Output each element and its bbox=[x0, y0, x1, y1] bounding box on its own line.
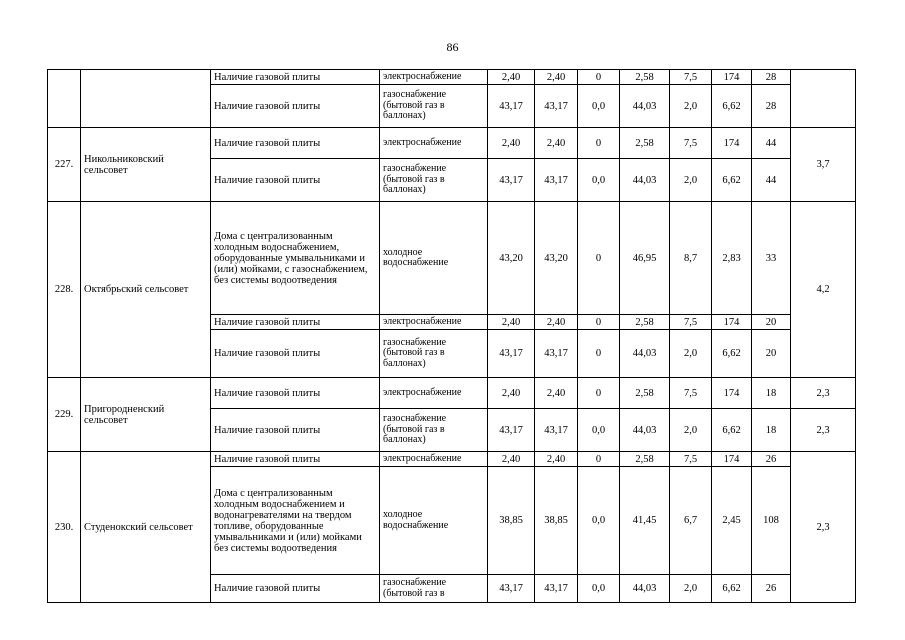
settlement-name: Октябрьский сельсовет bbox=[81, 202, 211, 378]
settlement-name: Студенокский сельсовет bbox=[81, 452, 211, 603]
index-cell: 2,3 bbox=[791, 409, 856, 452]
value-cell: 44,03 bbox=[620, 575, 670, 603]
value-cell: 2,40 bbox=[488, 378, 535, 409]
value-cell: 6,7 bbox=[670, 467, 712, 575]
value-cell: 2,58 bbox=[620, 315, 670, 330]
value-cell: 2,0 bbox=[670, 330, 712, 378]
value-cell: 2,40 bbox=[535, 378, 578, 409]
index-cell: 3,7 bbox=[791, 128, 856, 202]
value-cell: 7,5 bbox=[670, 128, 712, 159]
value-cell: 174 bbox=[712, 452, 752, 467]
value-cell: 44,03 bbox=[620, 159, 670, 202]
table-row bbox=[48, 70, 856, 85]
settlement-name: Никольниковский сельсовет bbox=[81, 128, 211, 202]
value-cell: 26 bbox=[752, 575, 791, 603]
tariff-table bbox=[47, 69, 856, 603]
table-row bbox=[48, 202, 856, 315]
value-cell: 0 bbox=[578, 330, 620, 378]
value-cell: 44 bbox=[752, 128, 791, 159]
value-cell: 2,40 bbox=[488, 128, 535, 159]
service-cell: газоснабжение (бытовой газ в баллонах) bbox=[380, 330, 488, 378]
service-cell: электроснабжение bbox=[380, 128, 488, 159]
service-cell: холодное водоснабжение bbox=[380, 202, 488, 315]
settlement-name: Пригородненский сельсовет bbox=[81, 378, 211, 452]
service-cell: газоснабжение (бытовой газ в баллонах) bbox=[380, 159, 488, 202]
service-cell: газоснабжение (бытовой газ в bbox=[380, 575, 488, 603]
service-cell: электроснабжение bbox=[380, 70, 488, 85]
value-cell: 28 bbox=[752, 85, 791, 128]
value-cell: 41,45 bbox=[620, 467, 670, 575]
row-number bbox=[48, 70, 81, 128]
value-cell: 2,40 bbox=[488, 70, 535, 85]
value-cell: 43,17 bbox=[535, 409, 578, 452]
value-cell: 0 bbox=[578, 202, 620, 315]
index-cell: 2,3 bbox=[791, 452, 856, 603]
value-cell: 0,0 bbox=[578, 467, 620, 575]
category-cell: Наличие газовой плиты bbox=[211, 409, 380, 452]
value-cell: 6,62 bbox=[712, 409, 752, 452]
row-number: 227. bbox=[48, 128, 81, 202]
value-cell: 6,62 bbox=[712, 159, 752, 202]
service-cell: электроснабжение bbox=[380, 315, 488, 330]
value-cell: 0 bbox=[578, 315, 620, 330]
table-row bbox=[48, 128, 856, 159]
value-cell: 43,20 bbox=[535, 202, 578, 315]
index-cell: 2,3 bbox=[791, 378, 856, 409]
value-cell: 6,62 bbox=[712, 330, 752, 378]
value-cell: 174 bbox=[712, 378, 752, 409]
value-cell: 2,40 bbox=[535, 128, 578, 159]
category-cell: Дома с централизованным холодным водоснабжением, оборудованные умывальниками и (или) мойками, с газоснабжением, без системы водоотведения bbox=[211, 202, 380, 315]
value-cell: 7,5 bbox=[670, 378, 712, 409]
category-cell: Наличие газовой плиты bbox=[211, 378, 380, 409]
value-cell: 2,40 bbox=[535, 315, 578, 330]
table-row bbox=[48, 452, 856, 467]
value-cell: 43,17 bbox=[488, 85, 535, 128]
row-number: 229. bbox=[48, 378, 81, 452]
category-cell: Наличие газовой плиты bbox=[211, 128, 380, 159]
category-cell: Наличие газовой плиты bbox=[211, 315, 380, 330]
category-cell: Дома с централизованным холодным водоснабжением и водонагревателями на твердом топливе, оборудованные умывальниками и (или) мойками без системы водоотведения bbox=[211, 467, 380, 575]
value-cell: 2,0 bbox=[670, 409, 712, 452]
value-cell: 2,83 bbox=[712, 202, 752, 315]
row-number: 228. bbox=[48, 202, 81, 378]
value-cell: 0 bbox=[578, 452, 620, 467]
category-cell: Наличие газовой плиты bbox=[211, 330, 380, 378]
value-cell: 174 bbox=[712, 70, 752, 85]
value-cell: 43,20 bbox=[488, 202, 535, 315]
value-cell: 6,62 bbox=[712, 85, 752, 128]
value-cell: 2,40 bbox=[488, 315, 535, 330]
service-cell: газоснабжение (бытовой газ в баллонах) bbox=[380, 85, 488, 128]
row-number: 230. bbox=[48, 452, 81, 603]
value-cell: 2,58 bbox=[620, 128, 670, 159]
value-cell: 2,0 bbox=[670, 85, 712, 128]
index-cell bbox=[791, 70, 856, 128]
value-cell: 44,03 bbox=[620, 330, 670, 378]
value-cell: 8,7 bbox=[670, 202, 712, 315]
value-cell: 43,17 bbox=[488, 575, 535, 603]
service-cell: электроснабжение bbox=[380, 378, 488, 409]
value-cell: 38,85 bbox=[535, 467, 578, 575]
value-cell: 7,5 bbox=[670, 452, 712, 467]
page-number: 86 bbox=[446, 40, 459, 54]
value-cell: 0 bbox=[578, 128, 620, 159]
value-cell: 174 bbox=[712, 315, 752, 330]
value-cell: 18 bbox=[752, 378, 791, 409]
value-cell: 43,17 bbox=[535, 575, 578, 603]
value-cell: 20 bbox=[752, 330, 791, 378]
value-cell: 44,03 bbox=[620, 409, 670, 452]
value-cell: 43,17 bbox=[535, 330, 578, 378]
service-cell: газоснабжение (бытовой газ в баллонах) bbox=[380, 409, 488, 452]
category-cell: Наличие газовой плиты bbox=[211, 575, 380, 603]
value-cell: 43,17 bbox=[535, 159, 578, 202]
value-cell: 6,62 bbox=[712, 575, 752, 603]
value-cell: 2,58 bbox=[620, 452, 670, 467]
value-cell: 2,40 bbox=[535, 70, 578, 85]
value-cell: 33 bbox=[752, 202, 791, 315]
value-cell: 18 bbox=[752, 409, 791, 452]
value-cell: 0,0 bbox=[578, 85, 620, 128]
value-cell: 2,40 bbox=[488, 452, 535, 467]
value-cell: 44,03 bbox=[620, 85, 670, 128]
value-cell: 0,0 bbox=[578, 575, 620, 603]
service-cell: холодное водоснабжение bbox=[380, 467, 488, 575]
value-cell: 43,17 bbox=[535, 85, 578, 128]
settlement-name bbox=[81, 70, 211, 128]
table-row bbox=[48, 378, 856, 409]
value-cell: 46,95 bbox=[620, 202, 670, 315]
value-cell: 2,58 bbox=[620, 378, 670, 409]
category-cell: Наличие газовой плиты bbox=[211, 452, 380, 467]
category-cell: Наличие газовой плиты bbox=[211, 85, 380, 128]
value-cell: 28 bbox=[752, 70, 791, 85]
service-cell: электроснабжение bbox=[380, 452, 488, 467]
value-cell: 20 bbox=[752, 315, 791, 330]
value-cell: 2,58 bbox=[620, 70, 670, 85]
value-cell: 2,40 bbox=[535, 452, 578, 467]
category-cell: Наличие газовой плиты bbox=[211, 159, 380, 202]
value-cell: 44 bbox=[752, 159, 791, 202]
value-cell: 0 bbox=[578, 378, 620, 409]
value-cell: 2,45 bbox=[712, 467, 752, 575]
value-cell: 43,17 bbox=[488, 330, 535, 378]
value-cell: 174 bbox=[712, 128, 752, 159]
value-cell: 0,0 bbox=[578, 409, 620, 452]
value-cell: 108 bbox=[752, 467, 791, 575]
value-cell: 43,17 bbox=[488, 409, 535, 452]
category-cell: Наличие газовой плиты bbox=[211, 70, 380, 85]
value-cell: 7,5 bbox=[670, 315, 712, 330]
value-cell: 2,0 bbox=[670, 575, 712, 603]
value-cell: 0,0 bbox=[578, 159, 620, 202]
value-cell: 38,85 bbox=[488, 467, 535, 575]
value-cell: 0 bbox=[578, 70, 620, 85]
value-cell: 43,17 bbox=[488, 159, 535, 202]
index-cell: 4,2 bbox=[791, 202, 856, 378]
value-cell: 7,5 bbox=[670, 70, 712, 85]
value-cell: 26 bbox=[752, 452, 791, 467]
value-cell: 2,0 bbox=[670, 159, 712, 202]
